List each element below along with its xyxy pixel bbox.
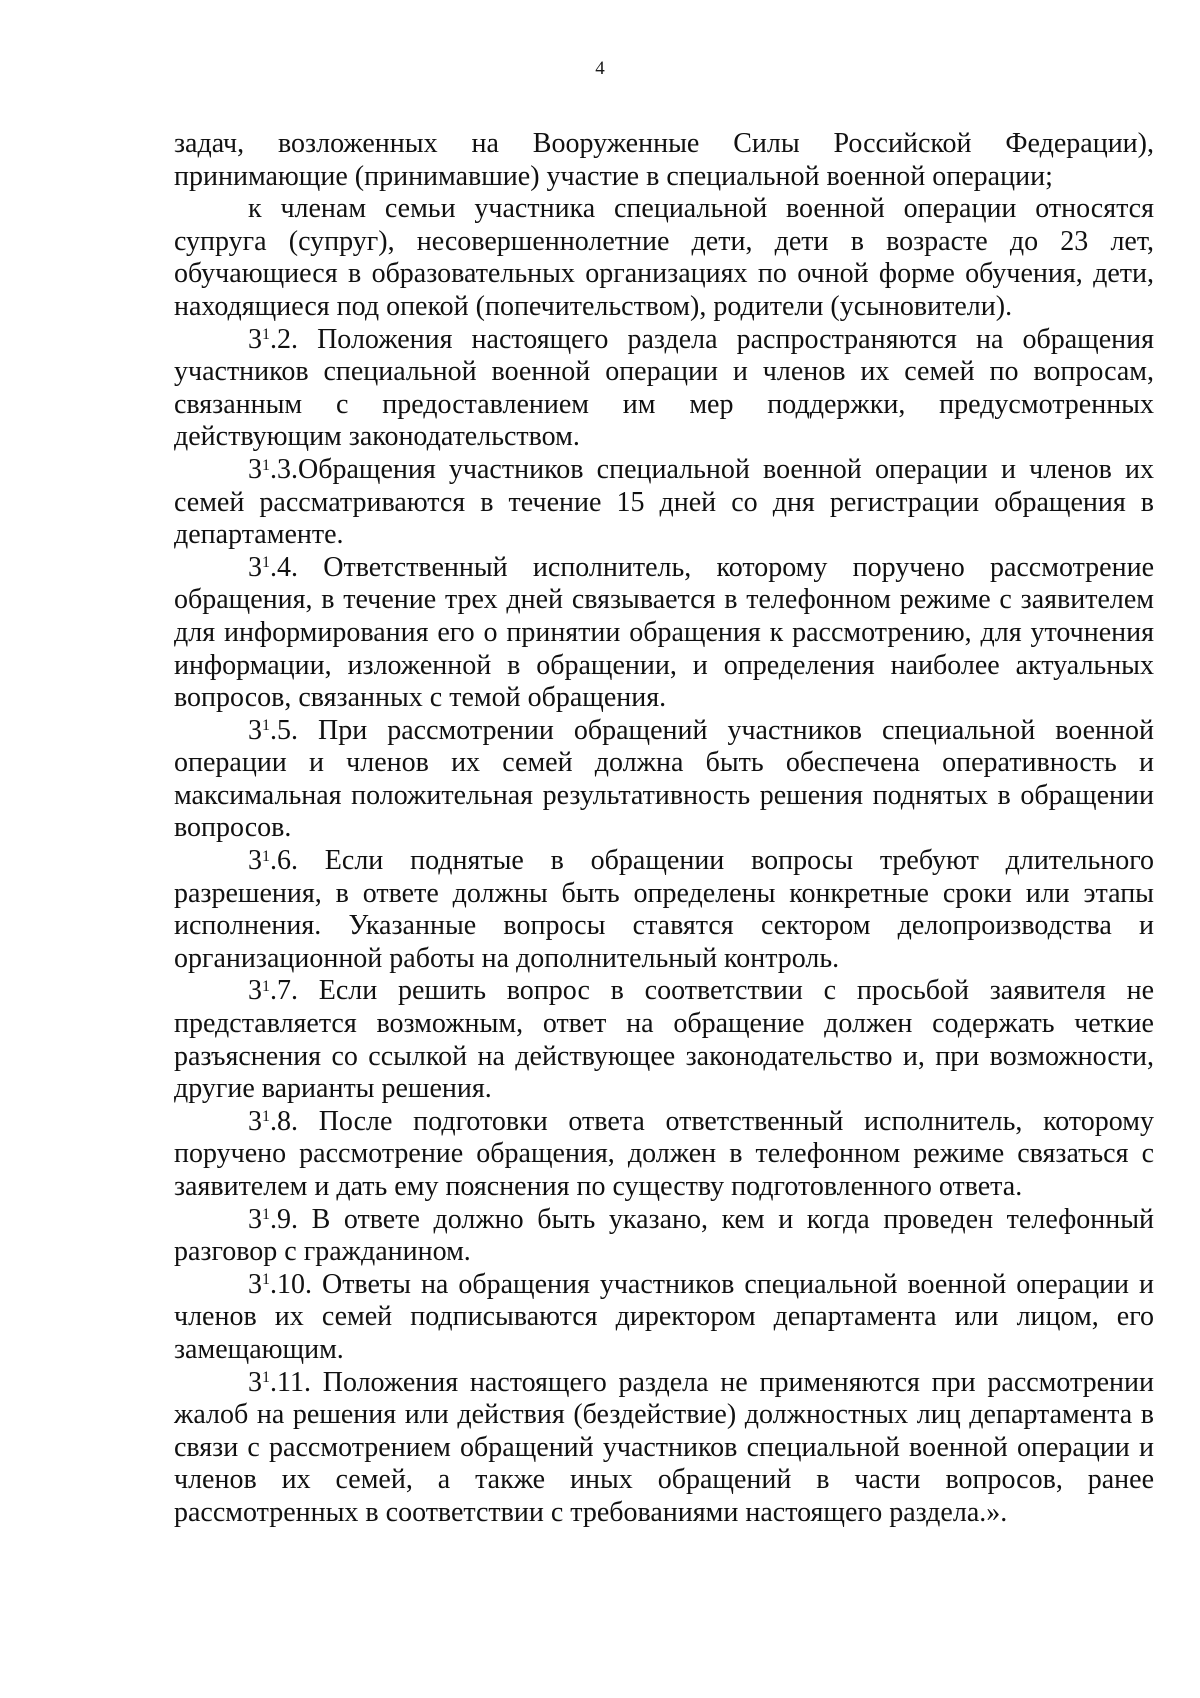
paragraph-text: к членам семьи участника специальной военной операции относятся супруга (супруг), несовершеннолетние дети, дети в возрасте до 23 лет, обучающиеся в образовательных организациях по очной форме обучения, дети, находящиеся под опекой (попечительством), родители (усыновители). [174,193,1154,322]
paragraph-text: Обращения участников специальной военной операции и членов их семей рассматриваются в течение 15 дней со дня регистрации обращения в департаменте. [174,453,1154,551]
paragraph-3-1-4 [174,552,1154,715]
page-number: 4 [595,58,605,79]
paragraph-text: Ответы на обращения участников специальной военной операции и членов их семей подписываются директором департамента или лицом, его замещающим. [174,1268,1154,1365]
paragraph-3-1-11 [174,1367,1154,1530]
paragraph-3-1-8 [174,1106,1154,1204]
paragraph-3-1-6 [174,845,1154,975]
paragraph-text: задач, возложенных на Вооруженные Силы Российской Федерации), принимающие (принимавшие) участие в специальной военной операции; [174,128,1154,192]
clause-number: $3^1.11$. [248,1366,311,1398]
paragraph-text: Если решить вопрос в соответствии с просьбой заявителя не представляется возможным, ответ на обращение должен содержать четкие разъяснения со ссылкой на действующее законодательство и, при возможности, другие варианты решения. [174,975,1154,1105]
clause-number: $3^1.7$. [248,975,298,1007]
paragraph-continuation [174,128,1154,193]
clause-number: $3^1.5$. [248,714,298,746]
clause-number: $3^1.2$. [248,323,298,355]
clause-number: $3^1.3$. [248,453,298,485]
paragraph-text: После подготовки ответа ответственный исполнитель, которому поручено рассмотрение обращения, должен в телефонном режиме связаться с заявителем и дать ему пояснения по существу подготовленного ответа. [174,1105,1154,1202]
paragraph-text: Положения настоящего раздела распространяются на обращения участников специальной военной операции и членов их семей по вопросам, связанным с предоставлением им мер поддержки, предусмотренных действующим законодательством. [174,323,1154,453]
document-body [174,128,1154,1530]
paragraph-text: В ответе должно быть указано, кем и когда проведен телефонный разговор с гражданином. [174,1203,1154,1268]
paragraph-family-members [174,193,1154,323]
paragraph-3-1-2 [174,324,1154,454]
paragraph-text: Если поднятые в обращении вопросы требуют длительного разрешения, в ответе должны быть определены конкретные сроки или этапы исполнения. Указанные вопросы ставятся сектором делопроизводства и организационной работы на дополнительный контроль. [174,845,1154,974]
clause-number: $3^1.9$. [248,1203,298,1235]
paragraph-text: Ответственный исполнитель, которому поручено рассмотрение обращения, в течение трех дней связывается в телефонном режиме с заявителем для информирования его о принятии обращения к рассмотрению, для уточнения информации, изложенной в обращении, и определения наиболее актуальных вопросов, связанных с темой обращения. [174,551,1154,714]
clause-number: $3^1.6$. [248,845,298,877]
clause-number: $3^1.10$. [248,1268,312,1300]
paragraph-text: При рассмотрении обращений участников специальной военной операции и членов их семей должна быть обеспечена оперативность и максимальная положительная результативность решения поднятых в обращении вопросов. [174,714,1154,844]
clause-number: $3^1.4$. [248,551,298,583]
paragraph-3-1-3 [174,454,1154,552]
paragraph-3-1-9 [174,1204,1154,1269]
paragraph-3-1-10 [174,1269,1154,1367]
paragraph-3-1-7 [174,975,1154,1105]
paragraph-3-1-5 [174,715,1154,845]
paragraph-text: Положения настоящего раздела не применяются при рассмотрении жалоб на решения или действия (бездействие) должностных лиц департамента в связи с рассмотрением обращений участников специальной военной операции и членов их семей, а также иных обращений в части вопросов, ранее рассмотренных в соответствии с требованиями настоящего раздела.». [174,1366,1154,1528]
clause-number: $3^1.8$. [248,1105,298,1137]
